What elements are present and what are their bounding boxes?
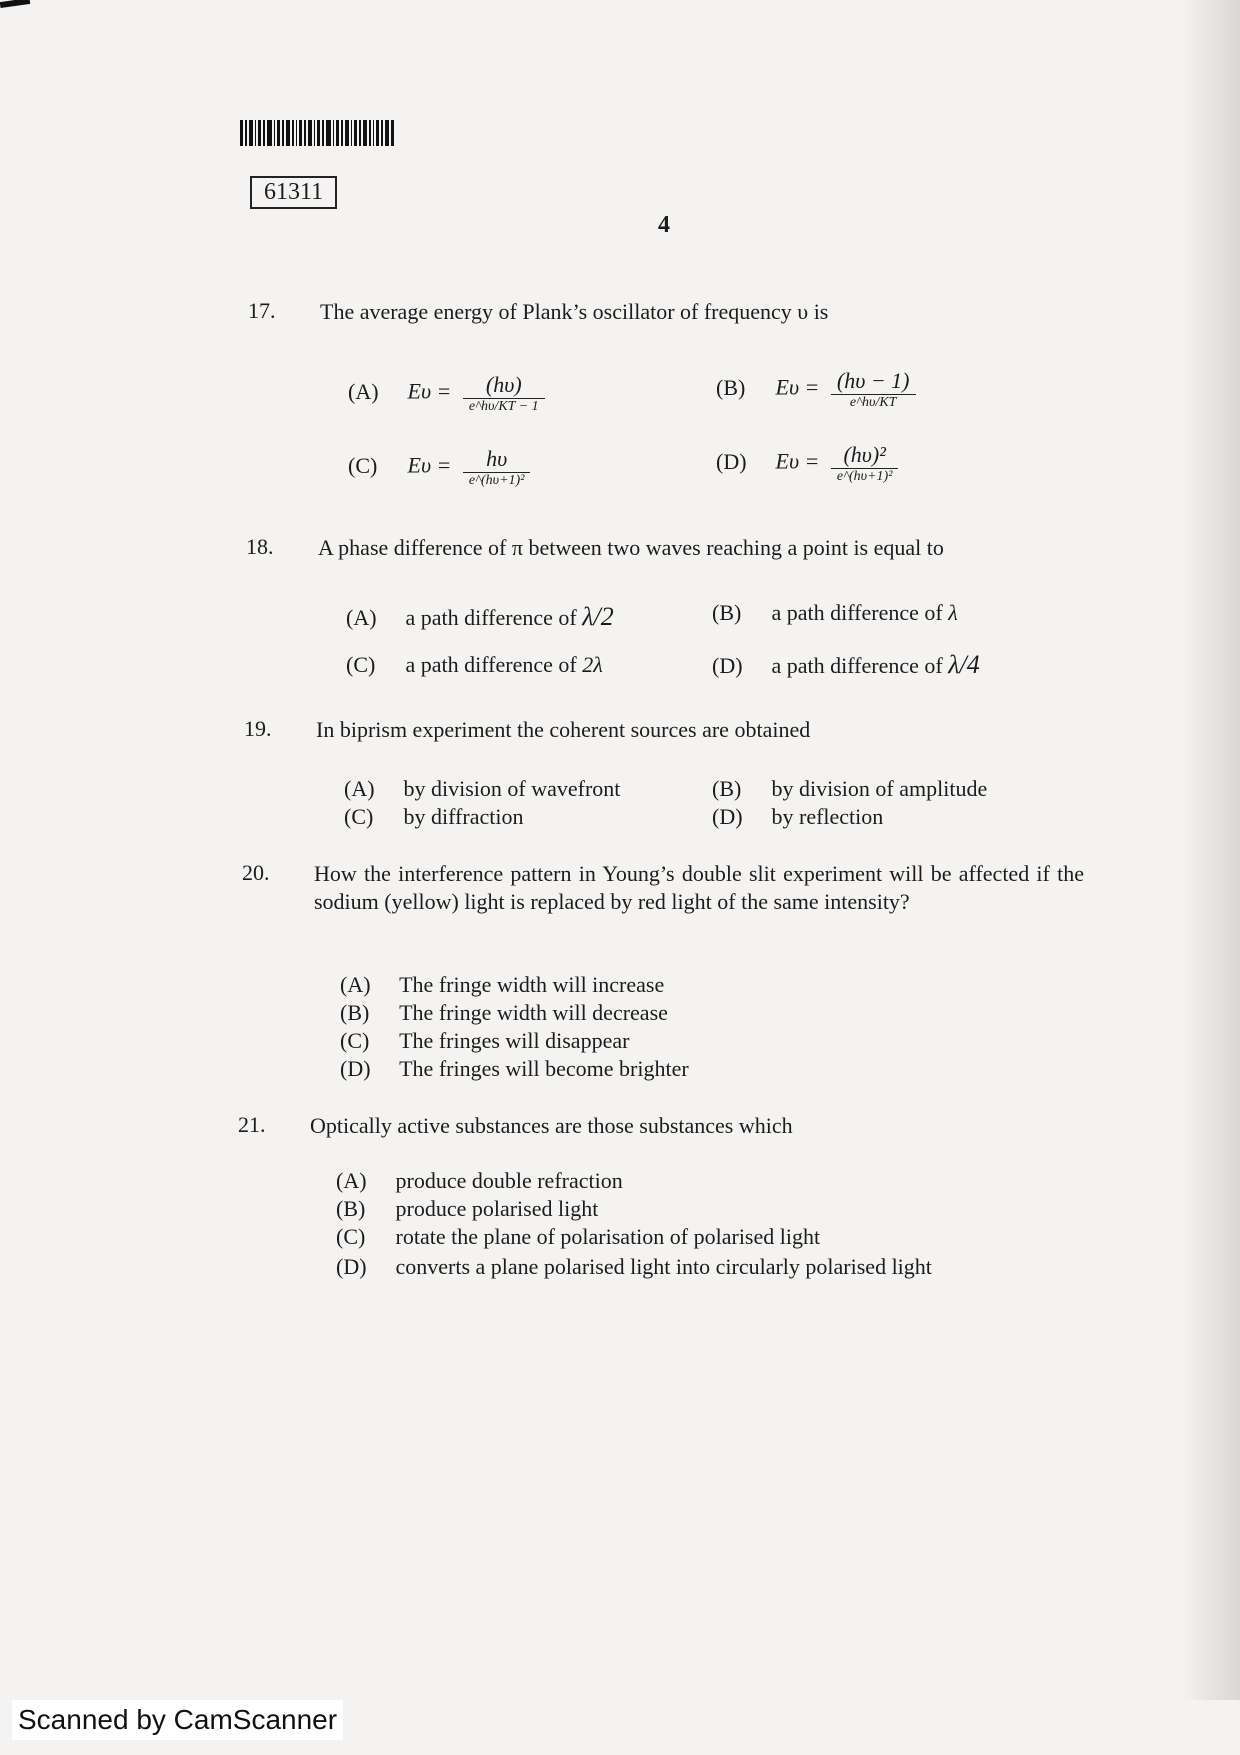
paper-code: 61311: [250, 176, 337, 209]
q20-option-c: (C) The fringes will disappear: [340, 1028, 630, 1053]
question-number: 20.: [242, 860, 270, 885]
q19-option-b: (B) by division of amplitude: [712, 776, 988, 801]
fraction: $\frac{(h\upsilon)}{e\^{}h\upsilon/KT - 1}$: [463, 372, 545, 415]
q21-option-c: (C) rotate the plane of polarisation of polarised light: [336, 1224, 821, 1249]
question-text: The average energy of Plank’s oscillator of frequency υ is: [320, 299, 829, 324]
question-text: Optically active substances are those substances which: [310, 1113, 793, 1138]
q20-option-d: (D) The fringes will become brighter: [340, 1056, 689, 1081]
page-edge-shadow: [1180, 0, 1240, 1700]
question-text: A phase difference of π between two waves reaching a point is equal to: [318, 535, 944, 560]
question-number: 17.: [248, 298, 276, 323]
q18-option-b: (B) a path difference of λ: [712, 600, 958, 625]
q19-option-d: (D) by reflection: [712, 804, 884, 829]
q17-option-a: (A) Eυ = $\frac{(h\upsilon)}{e\^{}h\upsilon/KT - 1}$: [348, 372, 545, 415]
question-text: In biprism experiment the coherent sources are obtained: [316, 717, 811, 742]
q18-option-c: (C) a path difference of 2λ: [346, 652, 603, 677]
question-number: 19.: [244, 716, 272, 741]
q18-option-d: (D) a path difference of λ/4: [712, 650, 980, 679]
q20-option-b: (B) The fringe width will decrease: [340, 1000, 668, 1025]
q19-option-c: (C) by diffraction: [344, 804, 524, 829]
q18-option-a: (A) a path difference of λ/2: [346, 602, 614, 631]
question-number: 18.: [246, 534, 274, 559]
scanner-watermark: Scanned by CamScanner: [12, 1700, 343, 1740]
scan-corner-mark: [0, 0, 30, 8]
q21-option-b: (B) produce polarised light: [336, 1196, 599, 1221]
question-number: 21.: [238, 1112, 266, 1137]
q17-option-c: (C) Eυ = $\frac{h\upsilon}{\text{e\textasciicircum{}(hυ+1)²}}$: [348, 446, 530, 489]
barcode-image: [240, 120, 395, 146]
fraction: $\frac{h\upsilon}{\text{e\textasciicircum{}(hυ+1)²}}$: [463, 446, 531, 489]
q21-option-d: (D) converts a plane polarised light into circularly polarised light: [336, 1254, 932, 1279]
fraction: $\frac{(h\upsilon - 1)}{e\^{}h\upsilon/KT}$: [831, 368, 916, 411]
q20-option-a: (A) The fringe width will increase: [340, 972, 665, 997]
q17-option-b: (B) Eυ = $\frac{(h\upsilon - 1)}{e\^{}h\upsilon/KT}$: [716, 368, 916, 411]
q21-option-a: (A) produce double refraction: [336, 1168, 623, 1193]
page-number: 4: [658, 212, 670, 238]
q17-option-d: (D) Eυ = $\frac{\text{(hυ)²}}{\text{e\textasciicircum{}(hυ+1)²}}$: [716, 442, 898, 485]
question-text: How the interference pattern in Young’s double slit experiment will be affected if the sodium (yellow) light is replaced by red light of the same intensity?: [314, 861, 1084, 914]
fraction: $\frac{\text{(hυ)²}}{\text{e\textasciicircum{}(hυ+1)²}}$: [831, 442, 899, 485]
q19-option-a: (A) by division of wavefront: [344, 776, 621, 801]
